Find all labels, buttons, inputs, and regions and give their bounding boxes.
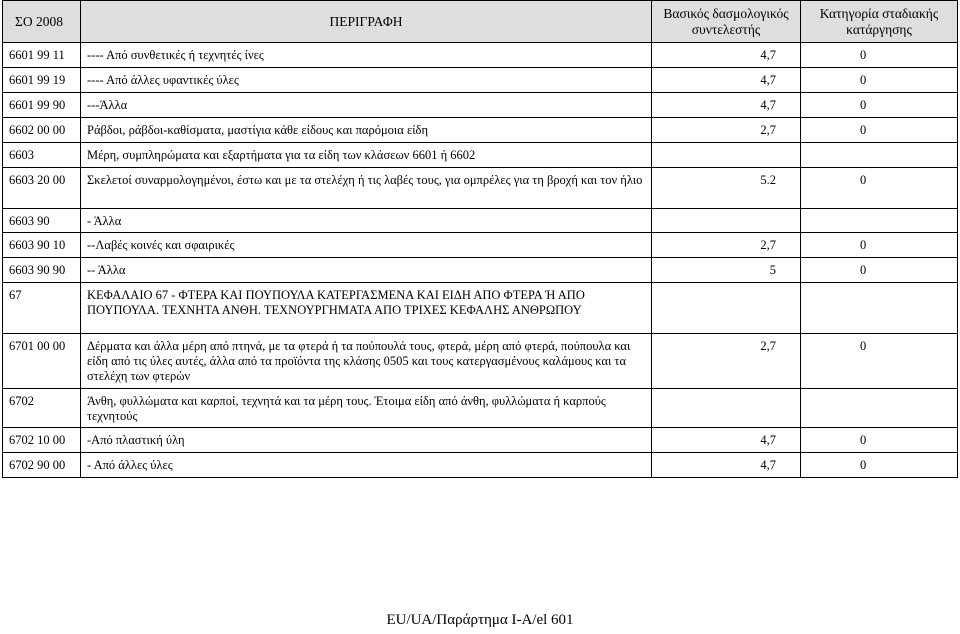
cell-rate: 4,7 — [652, 43, 801, 68]
cell-category: 0 — [801, 43, 958, 68]
cell-description: ---- Από συνθετικές ή τεχνητές ίνες — [81, 43, 652, 68]
cell-code: 6603 90 — [3, 209, 81, 233]
cell-code: 6603 20 00 — [3, 168, 81, 209]
cell-category — [801, 209, 958, 233]
cell-category: 0 — [801, 93, 958, 118]
cell-code: 6602 00 00 — [3, 118, 81, 143]
cell-rate: 5 — [652, 258, 801, 283]
cell-category: 0 — [801, 334, 958, 389]
cell-category: 0 — [801, 428, 958, 453]
cell-description: Άνθη, φυλλώματα και καρποί, τεχνητά και τα μέρη τους. Έτοιμα είδη από άνθη, φυλλώματα ή καρπούς τεχνητούς — [81, 389, 652, 428]
cell-code: 6603 90 10 — [3, 233, 81, 258]
table-row — [3, 334, 958, 389]
document-reference: EU/UA/Παράρτημα I-A/el 601 — [386, 612, 574, 628]
table-row — [3, 428, 958, 453]
cell-rate: 4,7 — [652, 93, 801, 118]
cell-category: 0 — [801, 118, 958, 143]
tariff-table — [2, 0, 958, 478]
column-header-code: ΣΟ 2008 — [3, 1, 81, 43]
cell-category: 0 — [801, 453, 958, 478]
cell-rate — [652, 143, 801, 168]
cell-rate: 2,7 — [652, 118, 801, 143]
cell-code: 6601 99 11 — [3, 43, 81, 68]
cell-rate: 2,7 — [652, 334, 801, 389]
cell-description: Δέρματα και άλλα μέρη από πτηνά, με τα φτερά ή τα πούπουλά τους, φτερά, μέρη από φτερά, πούπουλα και είδη από τις ύλες αυτές, άλλα από τα προϊόντα της κλάσης 0505 και τους κατεργασμένους καλάμους και τα στελέχη των φτερών — [81, 334, 652, 389]
cell-description: -Από πλαστική ύλη — [81, 428, 652, 453]
cell-description: - Άλλα — [81, 209, 652, 233]
cell-category: 0 — [801, 258, 958, 283]
table-row — [3, 143, 958, 168]
table-row — [3, 118, 958, 143]
table-row — [3, 258, 958, 283]
cell-category — [801, 389, 958, 428]
table-row — [3, 389, 958, 428]
cell-category: 0 — [801, 168, 958, 209]
cell-description: Ράβδοι, ράβδοι-καθίσματα, μαστίγια κάθε είδους και παρόμοια είδη — [81, 118, 652, 143]
cell-category: 0 — [801, 68, 958, 93]
cell-code: 6702 — [3, 389, 81, 428]
cell-description: ---- Από άλλες υφαντικές ύλες — [81, 68, 652, 93]
table-header-row — [3, 1, 958, 43]
cell-rate — [652, 283, 801, 334]
cell-code: 67 — [3, 283, 81, 334]
cell-description: ΚΕΦΑΛΑΙΟ 67 - ΦΤΕΡΑ ΚΑΙ ΠΟΥΠΟΥΛΑ ΚΑΤΕΡΓΑΣΜΕΝΑ ΚΑΙ ΕΙΔΗ ΑΠΟ ΦΤΕΡΑ Ή ΑΠΟ ΠΟΥΠΟΥΛΑ. ΤΕΧΝΗΤΑ ΑΝΘΗ. ΤΕΧΝΟΥΡΓΗΜΑΤΑ ΑΠΟ ΤΡΙΧΕΣ ΚΕΦΑΛΗΣ ΑΝΘΡΩΠΟΥ — [81, 283, 652, 334]
cell-rate: 5.2 — [652, 168, 801, 209]
cell-code: 6702 90 00 — [3, 453, 81, 478]
column-header-category: Κατηγορία σταδιακής κατάργησης — [801, 1, 958, 43]
cell-rate: 2,7 — [652, 233, 801, 258]
column-header-base-rate: Βασικός δασμολογικός συντελεστής — [652, 1, 801, 43]
table-row — [3, 209, 958, 233]
cell-description: -- Άλλα — [81, 258, 652, 283]
column-header-description: ΠΕΡΙΓΡΑΦΗ — [81, 1, 652, 43]
table-row — [3, 43, 958, 68]
cell-code: 6603 90 90 — [3, 258, 81, 283]
cell-category — [801, 283, 958, 334]
table-row — [3, 168, 958, 209]
table-row — [3, 68, 958, 93]
cell-description: Μέρη, συμπληρώματα και εξαρτήματα για τα είδη των κλάσεων 6601 ή 6602 — [81, 143, 652, 168]
table-row — [3, 93, 958, 118]
cell-code: 6601 99 19 — [3, 68, 81, 93]
cell-rate: 4,7 — [652, 428, 801, 453]
table-row — [3, 453, 958, 478]
cell-rate — [652, 389, 801, 428]
cell-description: --Λαβές κοινές και σφαιρικές — [81, 233, 652, 258]
cell-description: ---Άλλα — [81, 93, 652, 118]
cell-description: - Από άλλες ύλες — [81, 453, 652, 478]
cell-rate — [652, 209, 801, 233]
cell-code: 6601 99 90 — [3, 93, 81, 118]
cell-rate: 4,7 — [652, 453, 801, 478]
cell-category: 0 — [801, 233, 958, 258]
cell-category — [801, 143, 958, 168]
cell-description: Σκελετοί συναρμολογημένοι, έστω και με τα στελέχη ή τις λαβές τους, για ομπρέλες για τη βροχή και τον ήλιο — [81, 168, 652, 209]
cell-code: 6701 00 00 — [3, 334, 81, 389]
cell-code: 6603 — [3, 143, 81, 168]
cell-rate: 4,7 — [652, 68, 801, 93]
table-row — [3, 283, 958, 334]
table-row — [3, 233, 958, 258]
cell-code: 6702 10 00 — [3, 428, 81, 453]
